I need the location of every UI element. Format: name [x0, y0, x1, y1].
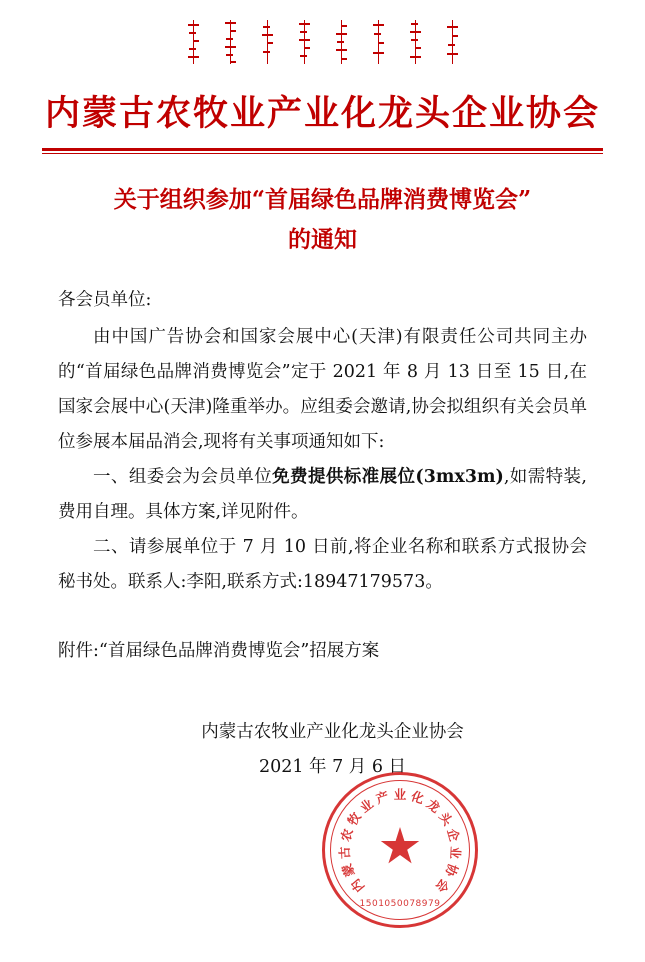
- attachment-line: 附件:“首届绿色品牌消费博览会”招展方案: [58, 640, 380, 661]
- letterhead: [0, 0, 645, 154]
- letterhead-divider: [42, 148, 603, 154]
- seal-ring-char: 会: [432, 876, 453, 896]
- seal-code: 1501050078979: [359, 899, 441, 909]
- mongolian-script-row: [0, 18, 645, 70]
- document-title-line1: 关于组织参加“首届绿色品牌消费博览会”: [113, 186, 532, 213]
- mongolian-glyph: [410, 18, 421, 66]
- seal-ring-char: 古: [336, 846, 353, 860]
- mongolian-glyph: [336, 18, 347, 66]
- seal-ring-char: 农: [337, 826, 356, 844]
- seal-ring-char: 协: [442, 861, 461, 879]
- seal-ring-char: 牧: [344, 809, 364, 829]
- organization-name: 内蒙古农牧业产业化龙头企业协会: [44, 93, 600, 134]
- signature-date: 2021 年 7 月 6 日: [258, 756, 407, 777]
- seal-ring-char: 企: [444, 826, 463, 844]
- paragraph-item-1: [58, 460, 587, 530]
- seal-ring-char: 业: [356, 796, 377, 816]
- signature-organization: 内蒙古农牧业产业化龙头企业协会: [201, 721, 464, 742]
- document-title-line2: 的通知: [288, 226, 357, 254]
- item1-prefix: 一、组委会为会员单位: [93, 466, 273, 487]
- signature-block: [0, 715, 645, 785]
- seal-ring-char: 内: [347, 876, 368, 896]
- mongolian-glyph: [225, 18, 236, 66]
- item1-suffix: ,如需特装,费用自理。具体方案,详见附件。: [58, 466, 587, 522]
- seal-ring-char: 业: [393, 787, 407, 802]
- mongolian-glyph: [188, 18, 199, 66]
- official-seal: [322, 772, 478, 928]
- mongolian-glyph: [447, 18, 458, 66]
- item1-highlight: 免费提供标准展位(3mx3m): [272, 466, 504, 487]
- seal-ring-char: 化: [409, 788, 426, 807]
- mongolian-glyph: [262, 18, 273, 66]
- document-body: [58, 283, 587, 669]
- paragraph-item-2: 二、请参展单位于 7 月 10 日前,将企业名称和联系方式报协会秘书处。联系人:李阳,联系方式:18947179573。: [58, 536, 587, 592]
- seal-ring-char: 产: [374, 788, 391, 807]
- paragraph-intro: 由中国广告协会和国家会展中心(天津)有限责任公司共同主办的“首届绿色品牌消费博览会”定于 2021 年 8 月 13 日至 15 日,在国家会展中心(天津)隆重举办。应组委会邀请,协会拟组织有关会员单位参展本届品消会,现将有关事项通知如下:: [58, 326, 587, 452]
- mongolian-glyph: [299, 18, 310, 66]
- seal-ring-char: 蒙: [339, 861, 358, 879]
- mongolian-glyph: [373, 18, 384, 66]
- seal-ring-char: 业: [447, 846, 464, 860]
- seal-ring-char: 头: [436, 809, 456, 829]
- document-title: [56, 180, 589, 261]
- seal-ring-char: 龙: [423, 796, 444, 816]
- salutation: 各会员单位:: [58, 289, 152, 310]
